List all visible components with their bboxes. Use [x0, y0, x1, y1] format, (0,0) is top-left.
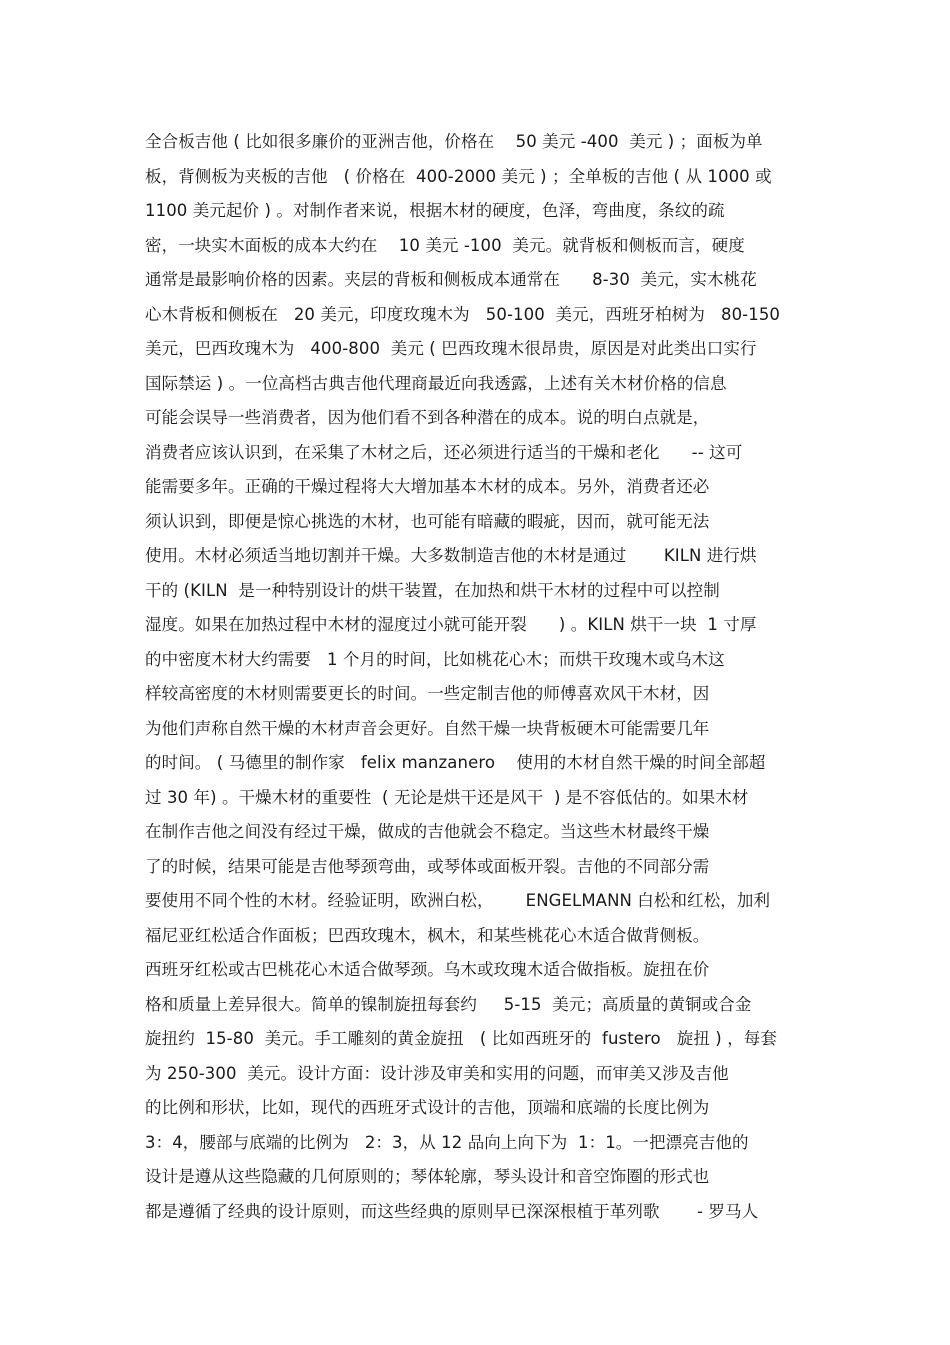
text-line: 格和质量上差异很大。简单的镍制旋扭每套约 5-15 美元；高质量的黄铜或合金 [145, 994, 752, 1014]
text-line: 为他们声称自然干燥的木材声音会更好。自然干燥一块背板硬木可能需要几年 [145, 718, 710, 738]
text-line: 的比例和形状，比如，现代的西班牙式设计的吉他，顶端和底端的长度比例为 [145, 1098, 710, 1117]
text-line: 设计是遵从这些隐藏的几何原则的；琴体轮廓，琴头设计和音空饰圈的形式也 [145, 1167, 710, 1186]
text-line: 在制作吉他之间没有经过干燥，做成的吉他就会不稳定。当这些木材最终干燥 [145, 822, 710, 841]
text-line: 湿度。如果在加热过程中木材的湿度过小就可能开裂 ) 。KILN 烘干一块 1 寸厚 [145, 615, 757, 634]
text-line: 了的时候，结果可能是吉他琴颈弯曲，或琴体或面板开裂。吉他的不同部分需 [145, 856, 710, 876]
text-line: 都是遵循了经典的设计原则，而这些经典的原则早已深深根植于革列歌 - 罗马人 [145, 1201, 759, 1221]
text-line: 的时间。 ( 马德里的制作家 felix manzanero 使用的木材自然干燥的时间全部超 [145, 753, 766, 772]
text-line: 的中密度木材大约需要 1 个月的时间，比如桃花心木；而烘干玫瑰木或乌木这 [145, 649, 725, 669]
text-line: 可能会误导一些消费者，因为他们看不到各种潜在的成本。说的明白点就是， [145, 408, 710, 427]
text-line: 须认识到，即便是惊心挑选的木材，也可能有暗藏的暇疵，因而，就可能无法 [145, 511, 710, 531]
body-text [145, 125, 815, 1229]
text-line: 过 30 年) 。干燥木材的重要性 ( 无论是烘干还是风干 ) 是不容低估的。如果木材 [145, 787, 749, 807]
text-line: 为 250-300 美元。设计方面：设计涉及审美和实用的问题，而审美又涉及吉他 [145, 1063, 729, 1083]
text-line: 1100 美元起价 ) 。对制作者来说，根据木材的硬度，色泽，弯曲度，条纹的疏 [145, 201, 725, 220]
text-line: 国际禁运 ) 。一位高档古典吉他代理商最近向我透露，上述有关木材价格的信息 [145, 373, 727, 393]
text-line: 3：4，腰部与底端的比例为 2：3，从 12 品向上向下为 1：1。一把漂亮吉他的 [145, 1132, 749, 1152]
text-line: 样较高密度的木材则需要更长的时间。一些定制吉他的师傅喜欢风干木材，因 [145, 684, 710, 703]
text-line: 旋扭约 15-80 美元。手工雕刻的黄金旋扭 ( 比如西班牙的 fustero 旋扭 ) ，每套 [145, 1029, 777, 1048]
text-line: 使用。木材必须适当地切割并干燥。大多数制造吉他的木材是通过 KILN 进行烘 [145, 546, 757, 565]
text-line: 西班牙红松或古巴桃花心木适合做琴颈。乌木或玫瑰木适合做指板。旋扭在价 [145, 960, 710, 979]
text-line: 板，背侧板为夹板的吉他 ( 价格在 400-2000 美元 ) ；全单板的吉他 ( 从 1000 或 [145, 166, 772, 186]
text-line: 消费者应该认识到，在采集了木材之后，还必须进行适当的干燥和老化 -- 这可 [145, 442, 743, 462]
text-line: 通常是最影响价格的因素。夹层的背板和侧板成本通常在 8-30 美元，实木桃花 [145, 270, 757, 289]
text-line: 美元，巴西玫瑰木为 400-800 美元 ( 巴西玫瑰木很昂贵，原因是对此类出口实行 [145, 339, 757, 358]
text-line: 全合板吉他 ( 比如很多廉价的亚洲吉他，价格在 50 美元 -400 美元 ) ；面板为单 [145, 132, 763, 151]
text-line: 福尼亚红松适合作面板；巴西玫瑰木，枫木，和某些桃花心木适合做背侧板。 [145, 925, 710, 945]
text-line: 要使用不同个性的木材。经验证明，欧洲白松， ENGELMANN 白松和红松，加利 [145, 891, 771, 910]
text-line: 密，一块实木面板的成本大约在 10 美元 -100 美元。就背板和侧板而言，硬度 [145, 235, 745, 255]
text-line: 能需要多年。正确的干燥过程将大大增加基本木材的成本。另外，消费者还必 [145, 477, 710, 496]
text-line: 心木背板和侧板在 20 美元，印度玫瑰木为 50-100 美元，西班牙柏树为 80-150 [145, 304, 781, 324]
text-line: 干的 (KILN 是一种特别设计的烘干装置，在加热和烘干木材的过程中可以控制 [145, 580, 720, 600]
